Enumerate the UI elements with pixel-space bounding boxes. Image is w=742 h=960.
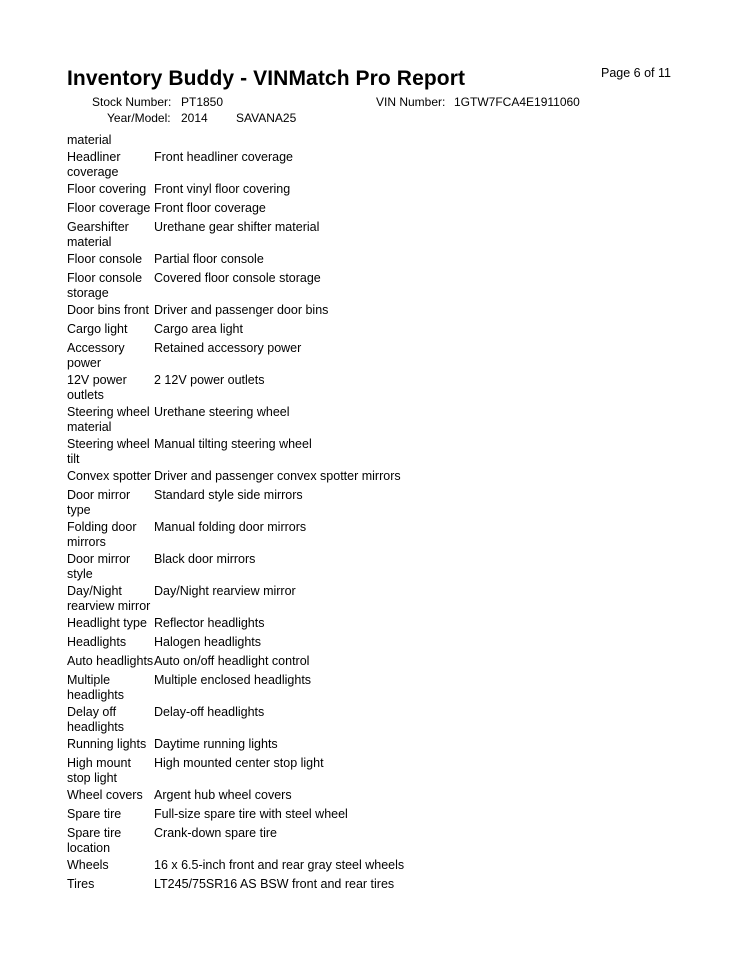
spec-value: Halogen headlights [154, 635, 262, 649]
spec-value: High mounted center stop light [154, 756, 324, 770]
spec-label: High mount stop light [67, 756, 131, 785]
spec-label: Floor coverage [67, 201, 151, 215]
stock-number-label: Stock Number: [92, 95, 172, 109]
spec-label: Door mirror style [67, 552, 131, 581]
spec-row [67, 552, 487, 584]
spec-row [67, 150, 487, 182]
spec-row [67, 737, 487, 756]
spec-row [67, 807, 487, 826]
spec-list [67, 133, 487, 896]
spec-row [67, 437, 487, 469]
spec-value: Front vinyl floor covering [154, 182, 291, 196]
report-title: Inventory Buddy - VINMatch Pro Report [67, 67, 466, 90]
spec-row [67, 826, 487, 858]
spec-value: Cargo area light [154, 322, 243, 336]
spec-value: Retained accessory power [154, 341, 302, 355]
spec-label: Floor console storage [67, 271, 143, 300]
spec-label: Wheels [67, 858, 109, 872]
spec-row [67, 584, 487, 616]
spec-label: Auto headlights [67, 654, 154, 668]
spec-value: Argent hub wheel covers [154, 788, 292, 802]
spec-label: Tires [67, 877, 95, 891]
spec-label: Spare tire location [67, 826, 122, 855]
spec-row [67, 341, 487, 373]
spec-value: Standard style side mirrors [154, 488, 303, 502]
spec-row [67, 322, 487, 341]
spec-label: Day/Night rearview mirror [67, 584, 151, 613]
spec-row [67, 373, 487, 405]
spec-label: Delay off headlights [67, 705, 124, 734]
page-number: Page 6 of 11 [601, 66, 671, 80]
spec-row [67, 858, 487, 877]
spec-label: Multiple headlights [67, 673, 124, 702]
spec-row [67, 756, 487, 788]
spec-label: Gearshifter material [67, 220, 129, 249]
spec-row [67, 635, 487, 654]
spec-value: Urethane gear shifter material [154, 220, 320, 234]
spec-value: Manual tilting steering wheel [154, 437, 312, 451]
spec-value: Delay-off headlights [154, 705, 265, 719]
spec-label: Running lights [67, 737, 147, 751]
spec-value: LT245/75SR16 AS BSW front and rear tires [154, 877, 395, 891]
spec-label: Floor console [67, 252, 143, 266]
spec-label: Convex spotter [67, 469, 152, 483]
spec-label: Headlight type [67, 616, 147, 630]
spec-row [67, 405, 487, 437]
spec-value: Urethane steering wheel [154, 405, 290, 419]
spec-row [67, 133, 487, 150]
spec-row [67, 788, 487, 807]
spec-label: Steering wheel material [67, 405, 150, 434]
spec-row [67, 201, 487, 220]
spec-value: Crank-down spare tire [154, 826, 277, 840]
spec-label: Floor covering [67, 182, 147, 196]
spec-row [67, 520, 487, 552]
spec-value: Daytime running lights [154, 737, 278, 751]
spec-label: Headlights [67, 635, 127, 649]
spec-row [67, 271, 487, 303]
model-value: SAVANA25 [236, 111, 297, 125]
spec-row [67, 654, 487, 673]
spec-row [67, 182, 487, 201]
spec-row [67, 705, 487, 737]
spec-label: 12V power outlets [67, 373, 127, 402]
spec-value: 16 x 6.5-inch front and rear gray steel wheels [154, 858, 405, 872]
spec-label: Door bins front [67, 303, 149, 317]
spec-value: Manual folding door mirrors [154, 520, 307, 534]
spec-value: Partial floor console [154, 252, 264, 266]
spec-label: Headliner coverage [67, 150, 121, 179]
spec-value: Front headliner coverage [154, 150, 293, 164]
spec-row [67, 616, 487, 635]
spec-label: material [67, 133, 112, 147]
spec-value: Driver and passenger convex spotter mirrors [154, 469, 401, 483]
spec-value: Auto on/off headlight control [154, 654, 310, 668]
spec-label: Accessory power [67, 341, 125, 370]
spec-label: Steering wheel tilt [67, 437, 150, 466]
spec-row [67, 220, 487, 252]
spec-value: Driver and passenger door bins [154, 303, 329, 317]
spec-row [67, 673, 487, 705]
spec-row [67, 252, 487, 271]
spec-row [67, 303, 487, 322]
spec-value: Covered floor console storage [154, 271, 321, 285]
spec-label: Folding door mirrors [67, 520, 137, 549]
spec-value: Full-size spare tire with steel wheel [154, 807, 348, 821]
spec-value: Day/Night rearview mirror [154, 584, 296, 598]
spec-value: 2 12V power outlets [154, 373, 265, 387]
spec-row [67, 488, 487, 520]
spec-label: Door mirror type [67, 488, 131, 517]
spec-row [67, 469, 487, 488]
year-value: 2014 [181, 111, 208, 125]
spec-value: Multiple enclosed headlights [154, 673, 312, 687]
spec-value: Black door mirrors [154, 552, 256, 566]
spec-value: Reflector headlights [154, 616, 265, 630]
year-model-label: Year/Model: [107, 111, 171, 125]
spec-value: Front floor coverage [154, 201, 266, 215]
spec-label: Cargo light [67, 322, 128, 336]
stock-number-value: PT1850 [181, 95, 224, 109]
spec-row [67, 877, 487, 896]
spec-label: Spare tire [67, 807, 122, 821]
vin-number-label: VIN Number: [376, 95, 446, 109]
vin-number-value: 1GTW7FCA4E1911060 [454, 95, 580, 109]
spec-label: Wheel covers [67, 788, 143, 802]
